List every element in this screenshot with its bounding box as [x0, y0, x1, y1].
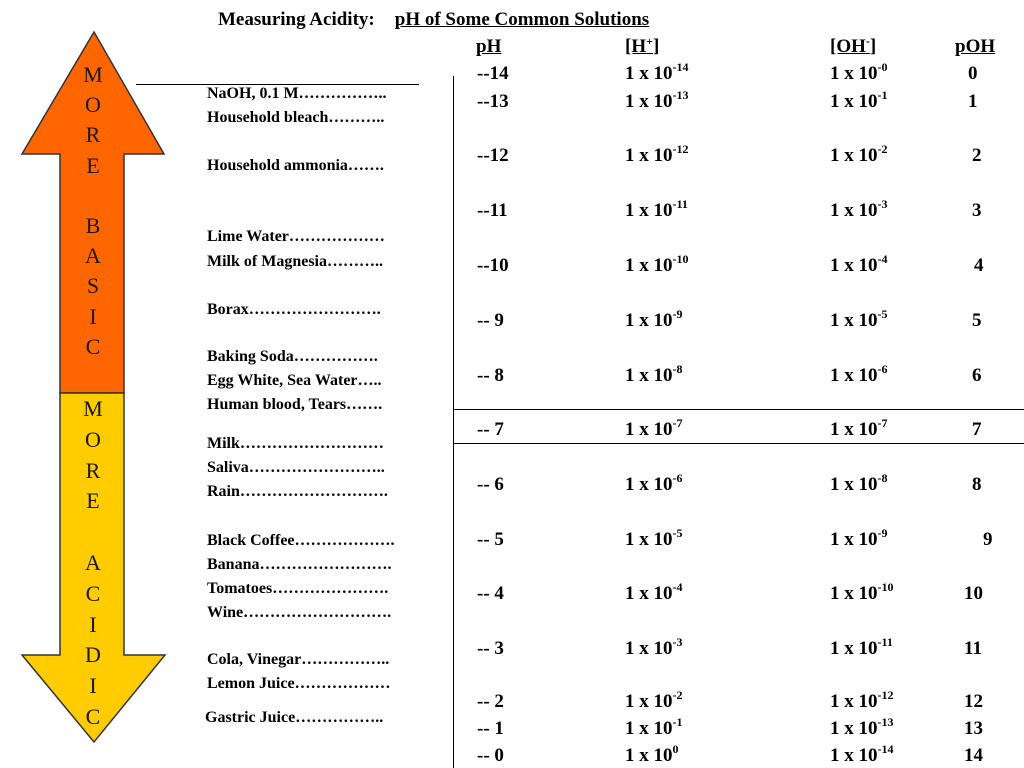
ph-value: --14: [477, 63, 509, 84]
substance-label: Human blood, Tears…….: [207, 396, 383, 413]
oh-concentration: 1 x $10^{-3}$: [830, 197, 888, 221]
poh-value: 7: [972, 419, 982, 440]
ph-value: -- 5: [477, 529, 504, 550]
poh-value: 0: [968, 63, 978, 84]
oh-concentration: 1 x $10^{-2}$: [830, 142, 888, 166]
ph-value: -- 9: [477, 310, 504, 331]
oh-concentration: 1 x $10^{-14}$: [830, 742, 894, 766]
h-concentration: 1 x $10^{-1}$: [625, 715, 683, 739]
poh-value: 10: [964, 583, 983, 604]
substance-label: Milk………………………: [207, 435, 384, 452]
h-concentration: 1 x $10^{-5}$: [625, 526, 683, 550]
h-column-header: [H+]: [625, 34, 660, 57]
substance-label: Baking Soda…………….: [207, 348, 378, 365]
poh-value: 8: [972, 474, 982, 495]
poh-value: 12: [964, 691, 983, 712]
substance-label: Wine……………………….: [207, 604, 392, 621]
substance-label: NaOH, 0.1 M……………..: [207, 85, 387, 102]
poh-value: 3: [972, 200, 982, 221]
oh-column-header: [OH-]: [830, 34, 877, 57]
ph-value: -- 6: [477, 474, 504, 495]
title-part1: Measuring Acidity:: [218, 9, 375, 30]
neutral-top-line: [453, 409, 1024, 410]
vertical-divider-line: [453, 76, 454, 768]
page-title: [218, 9, 649, 31]
substance-label: Tomatoes………………….: [207, 580, 389, 597]
basic-letter: O: [85, 92, 101, 118]
poh-value: 5: [972, 310, 982, 331]
ph-value: -- 1: [477, 718, 504, 739]
poh-column-header: pOH: [955, 36, 996, 57]
acidic-letter: O: [85, 426, 101, 452]
ph-value: -- 0: [477, 745, 504, 766]
basic-letter: S: [86, 273, 100, 299]
h-concentration: 1 x $10^{-8}$: [625, 362, 683, 386]
h-concentration: 1 x $10^{-3}$: [625, 635, 683, 659]
poh-value: 4: [974, 255, 984, 276]
oh-concentration: 1 x $10^{-9}$: [830, 526, 888, 550]
acidic-letter: E: [86, 488, 100, 514]
basic-letter: B: [85, 213, 101, 238]
ph-value: -- 2: [477, 691, 504, 712]
h-concentration: 1 x $10^{-10}$: [625, 252, 689, 276]
ph-value: --13: [477, 91, 509, 112]
oh-concentration: 1 x $10^{-8}$: [830, 471, 888, 495]
acidic-letter: I: [89, 611, 97, 637]
substance-label: Milk of Magnesia………..: [207, 253, 383, 270]
h-concentration: 1 x $10^{-14}$: [625, 60, 689, 84]
basic-letter: C: [85, 333, 101, 359]
basic-letter: M: [83, 62, 103, 87]
poh-value: 2: [972, 145, 982, 166]
substance-label: Gastric Juice……………..: [205, 709, 384, 726]
acidic-letter: R: [85, 457, 101, 483]
substance-label: Saliva……………………..: [207, 459, 385, 476]
oh-concentration: 1 x $10^{-0}$: [830, 60, 888, 84]
substance-label: Household ammonia…….: [207, 157, 384, 174]
oh-concentration: 1 x $10^{-5}$: [830, 307, 888, 331]
ph-value: --12: [477, 145, 509, 166]
acidic-letter: M: [83, 396, 103, 421]
ph-value: -- 3: [477, 638, 504, 659]
title-part2: pH of Some Common Solutions: [394, 9, 650, 30]
acidic-letter: I: [89, 673, 97, 699]
substance-label: Banana…………………….: [207, 556, 392, 573]
h-concentration: 1 x $10^{-9}$: [625, 307, 683, 331]
ph-value: -- 8: [477, 365, 504, 386]
acidic-letter: D: [85, 642, 101, 668]
substance-label: Lemon Juice………………: [207, 675, 391, 692]
h-concentration: 1 x $10^{-11}$: [625, 197, 688, 221]
substance-label: Borax…………………….: [207, 301, 381, 318]
acidic-letter: C: [85, 580, 101, 606]
substance-label: Cola, Vinegar……………..: [207, 651, 390, 668]
oh-concentration: 1 x $10^{-11}$: [830, 635, 893, 659]
oh-concentration: 1 x $10^{-7}$: [830, 416, 888, 440]
h-concentration: 1 x $10^0$: [625, 742, 679, 766]
ph-value: -- 4: [477, 583, 504, 604]
basic-letter: A: [85, 243, 101, 269]
ph-value: --10: [477, 255, 509, 276]
h-concentration: 1 x $10^{-4}$: [625, 580, 683, 604]
oh-concentration: 1 x $10^{-13}$: [830, 715, 894, 739]
h-concentration: 1 x $10^{-2}$: [625, 688, 683, 712]
acidic-letter: C: [85, 704, 101, 729]
oh-concentration: 1 x $10^{-12}$: [830, 688, 894, 712]
h-concentration: 1 x $10^{-13}$: [625, 88, 689, 112]
h-concentration: 1 x $10^{-12}$: [625, 142, 689, 166]
basic-letter: I: [89, 303, 97, 329]
ph-column-header: pH: [476, 36, 502, 57]
basic-letter: E: [86, 152, 100, 178]
poh-value: 13: [964, 718, 983, 739]
ph-value: -- 7: [477, 419, 504, 440]
poh-value: 1: [968, 91, 978, 112]
poh-value: 9: [983, 529, 993, 550]
substance-label: Black Coffee……………….: [207, 532, 395, 549]
oh-concentration: 1 x $10^{-6}$: [830, 362, 888, 386]
substance-label: Lime Water………………: [207, 228, 385, 245]
poh-value: 14: [964, 745, 983, 766]
acidic-letter: A: [85, 550, 101, 575]
substance-label: Rain……………………….: [207, 483, 388, 500]
h-concentration: 1 x $10^{-6}$: [625, 471, 683, 495]
basic-letter: R: [85, 122, 101, 148]
neutral-bottom-line: [453, 443, 1024, 444]
substance-label: Egg White, Sea Water…..: [207, 372, 382, 389]
oh-concentration: 1 x $10^{-1}$: [830, 88, 888, 112]
substance-label: Household bleach………..: [207, 109, 385, 126]
oh-concentration: 1 x $10^{-4}$: [830, 252, 888, 276]
h-concentration: 1 x $10^{-7}$: [625, 416, 683, 440]
ph-value: --11: [477, 200, 508, 221]
poh-value: 6: [972, 365, 982, 386]
poh-value: 11: [964, 638, 982, 659]
oh-concentration: 1 x $10^{-10}$: [830, 580, 894, 604]
